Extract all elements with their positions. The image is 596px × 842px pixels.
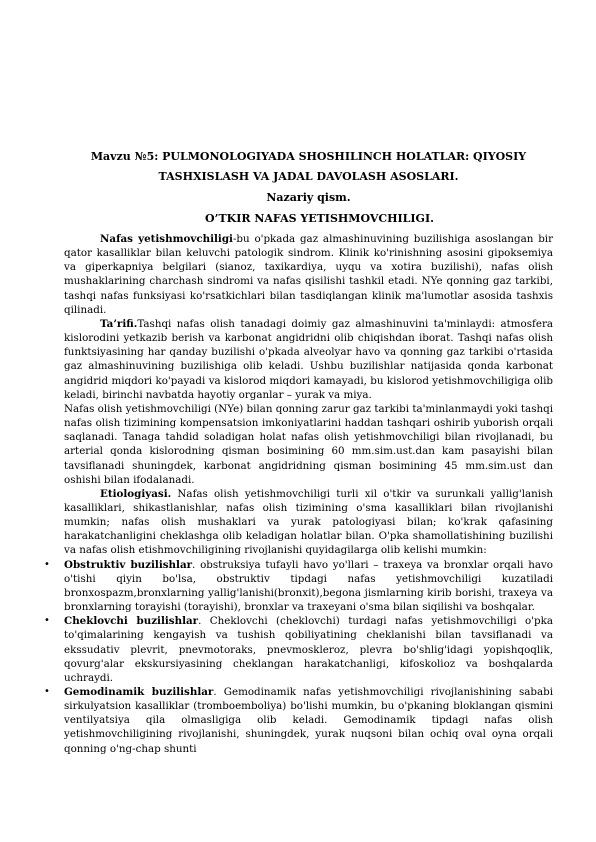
list-item: [44, 558, 553, 615]
list-item: [44, 685, 553, 756]
term-etiology: Etiologiyasi.: [100, 487, 172, 500]
causes-list: [44, 558, 553, 756]
paragraph-text: Nafas olish yetishmovchiligi (NYe) bilan qonning zarur gaz tarkibi ta'minlanmaydi yoki tashqi nafas olish tizimining kompensatsion imkoniyatlarini haddan tashqari oshirib yuborish orqali saqlanadi. Tanaga tahdid soladigan holat nafas olish yetishmovchiligi bilan rivojlanadi, bu arterial qonda kislorodning qisman bosimining 60 mm.sim.ust.dan kam pasayishi bilan tavsiflanadi shuningdek, karbonat angidridning qisman bosimining 45 mm.sim.ust dan oshishi bilan ifodalanadi.: [64, 402, 553, 486]
topic-title-line-2: TASHXISLASH VA JADAL DAVOLASH ASOSLARI.: [158, 170, 459, 183]
list-item-title: Obstruktiv buzilishlar: [64, 558, 193, 571]
bullet-icon: •: [44, 686, 50, 697]
list-item: [44, 614, 553, 685]
bullet-icon: •: [44, 558, 50, 570]
topic-title-line-1: Mavzu №5: PULMONOLOGIYADA SHOSHILINCH HOLATLAR: QIYOSIY: [90, 150, 527, 163]
bullet-icon: •: [44, 615, 50, 627]
paragraph-text: Tashqi nafas olish tanadagi doimiy gaz almashinuvini ta'minlaydi: atmosfera kislorodini yetkazib berish va karbonat angidridni olib chiqishdan iborat. Tashqi nafas olish funktsiyasining har qanday buzilishi o'pkada alveolyar havo va qonning gaz tarkibi o'rtasida gaz almashinuvining buzilishiga olib keladi. Ushbu buzilishlar natijasida qonda karbonat angidrid miqdori ko'payadi va kislorod miqdori kamayadi, bu kislorod yetishmovchiligiga olib keladi, birinchi navbatda hayotiy organlar – yurak va miya.: [64, 317, 553, 401]
paragraph-text: -bu o'pkada gaz almashinuvining buzilishiga asoslangan bir qator kasalliklar bilan keluvchi patologik sindrom. Klinik ko'rinishning asosini gipoksemiya va giperkapniya belgilari (sianoz, taxikardiya, uyqu va xotira buzilishi), nafas olish mushaklarining charchash sindromi va nafas qisilishi tashkil etadi. NYe qonning gaz tarkibi, tashqi nafas funksiyasi ko'rsatkichlari bilan tasdiqlangan klinik ma'lumotlar asosida tashxis qilinadi.: [64, 233, 553, 316]
paragraph-text: Nafas olish yetishmovchiligi turli xil o'tkir va surunkali yallig'lanish kasalliklari, shikastlanishlar, nafas olish tizimining o'sma kasalliklari bilan rivojlanishi mumkin; nafas olish mushaklari va yurak patologiyasi bilan; ko'krak qafasining harakatchanligini cheklashga olib keladigan holatlar bilan. O'pka shamollatishining buzilishi va nafas olish etishmovchiligining rivojlanishi quyidagilarga olib kelishi mumkin:: [64, 487, 553, 557]
list-item-text: . obstruksiya tufayli havo yo'llari – traxeya va bronxlar orqali havo o'tishi qiyin bo'lsa, obstruktiv tipdagi nafas yetishmovchiligi kuzatiladi bronxospazm,bronxlarning yallig'lanishi(bronxit),begona jismlarning kirib borishi, traxeya va bronxlarning torayishi (torayishi), bronxlar va traxeyani o'sma bilan siqilishi va boshqalar.: [64, 558, 553, 614]
paragraph-etiology: [64, 487, 553, 558]
section-title: Nazariy qism.: [266, 191, 351, 204]
document-body: [44, 232, 553, 756]
paragraph-nye: [64, 402, 553, 487]
paragraph-tarifi: [64, 317, 553, 402]
list-item-title: Gemodinamik buzilishlar: [64, 686, 214, 698]
term-tarifi: Ta’rifi.: [100, 317, 138, 330]
list-item-text: . Cheklovchi (cheklovchi) turdagi nafas yetishmovchiligi o'pka to'qimalarining kengayish va tushish qobiliyatining cheklanishi bilan tavsiflanadi va ekssudativ plevrit, pnevmotoraks, pnevmoskleroz, plevra bo'shlig'idagi yopishqoqlik, qovurg'alar ekskursiyasining cheklangan harakatchanligi, kifoskolioz va boshqalarda uchraydi.: [64, 615, 553, 684]
subsection-title: O’TKIR NAFAS YETISHMOVCHILIGI.: [205, 212, 434, 225]
paragraph-definition: [64, 232, 553, 317]
term-respiratory-failure: Nafas yetishmovchiligi: [100, 233, 233, 245]
list-item-title: Cheklovchi buzilishlar: [64, 615, 199, 628]
list-item-text: . Gemodinamik nafas yetishmovchiligi rivojlanishining sababi sirkulyatsion kasalliklar (tromboemboliya) bo'lishi mumkin, bu o'pkaning bloklangan qismini ventilyatsiya qila olmasligiga olib keladi. Gemodinamik tipdagi nafas olish yetishmovchiligining rivojlanishi, shuningdek, yurak nuqsoni bilan ochiq oval oyna orqali qonning o'ng-chap shunti: [64, 686, 553, 755]
